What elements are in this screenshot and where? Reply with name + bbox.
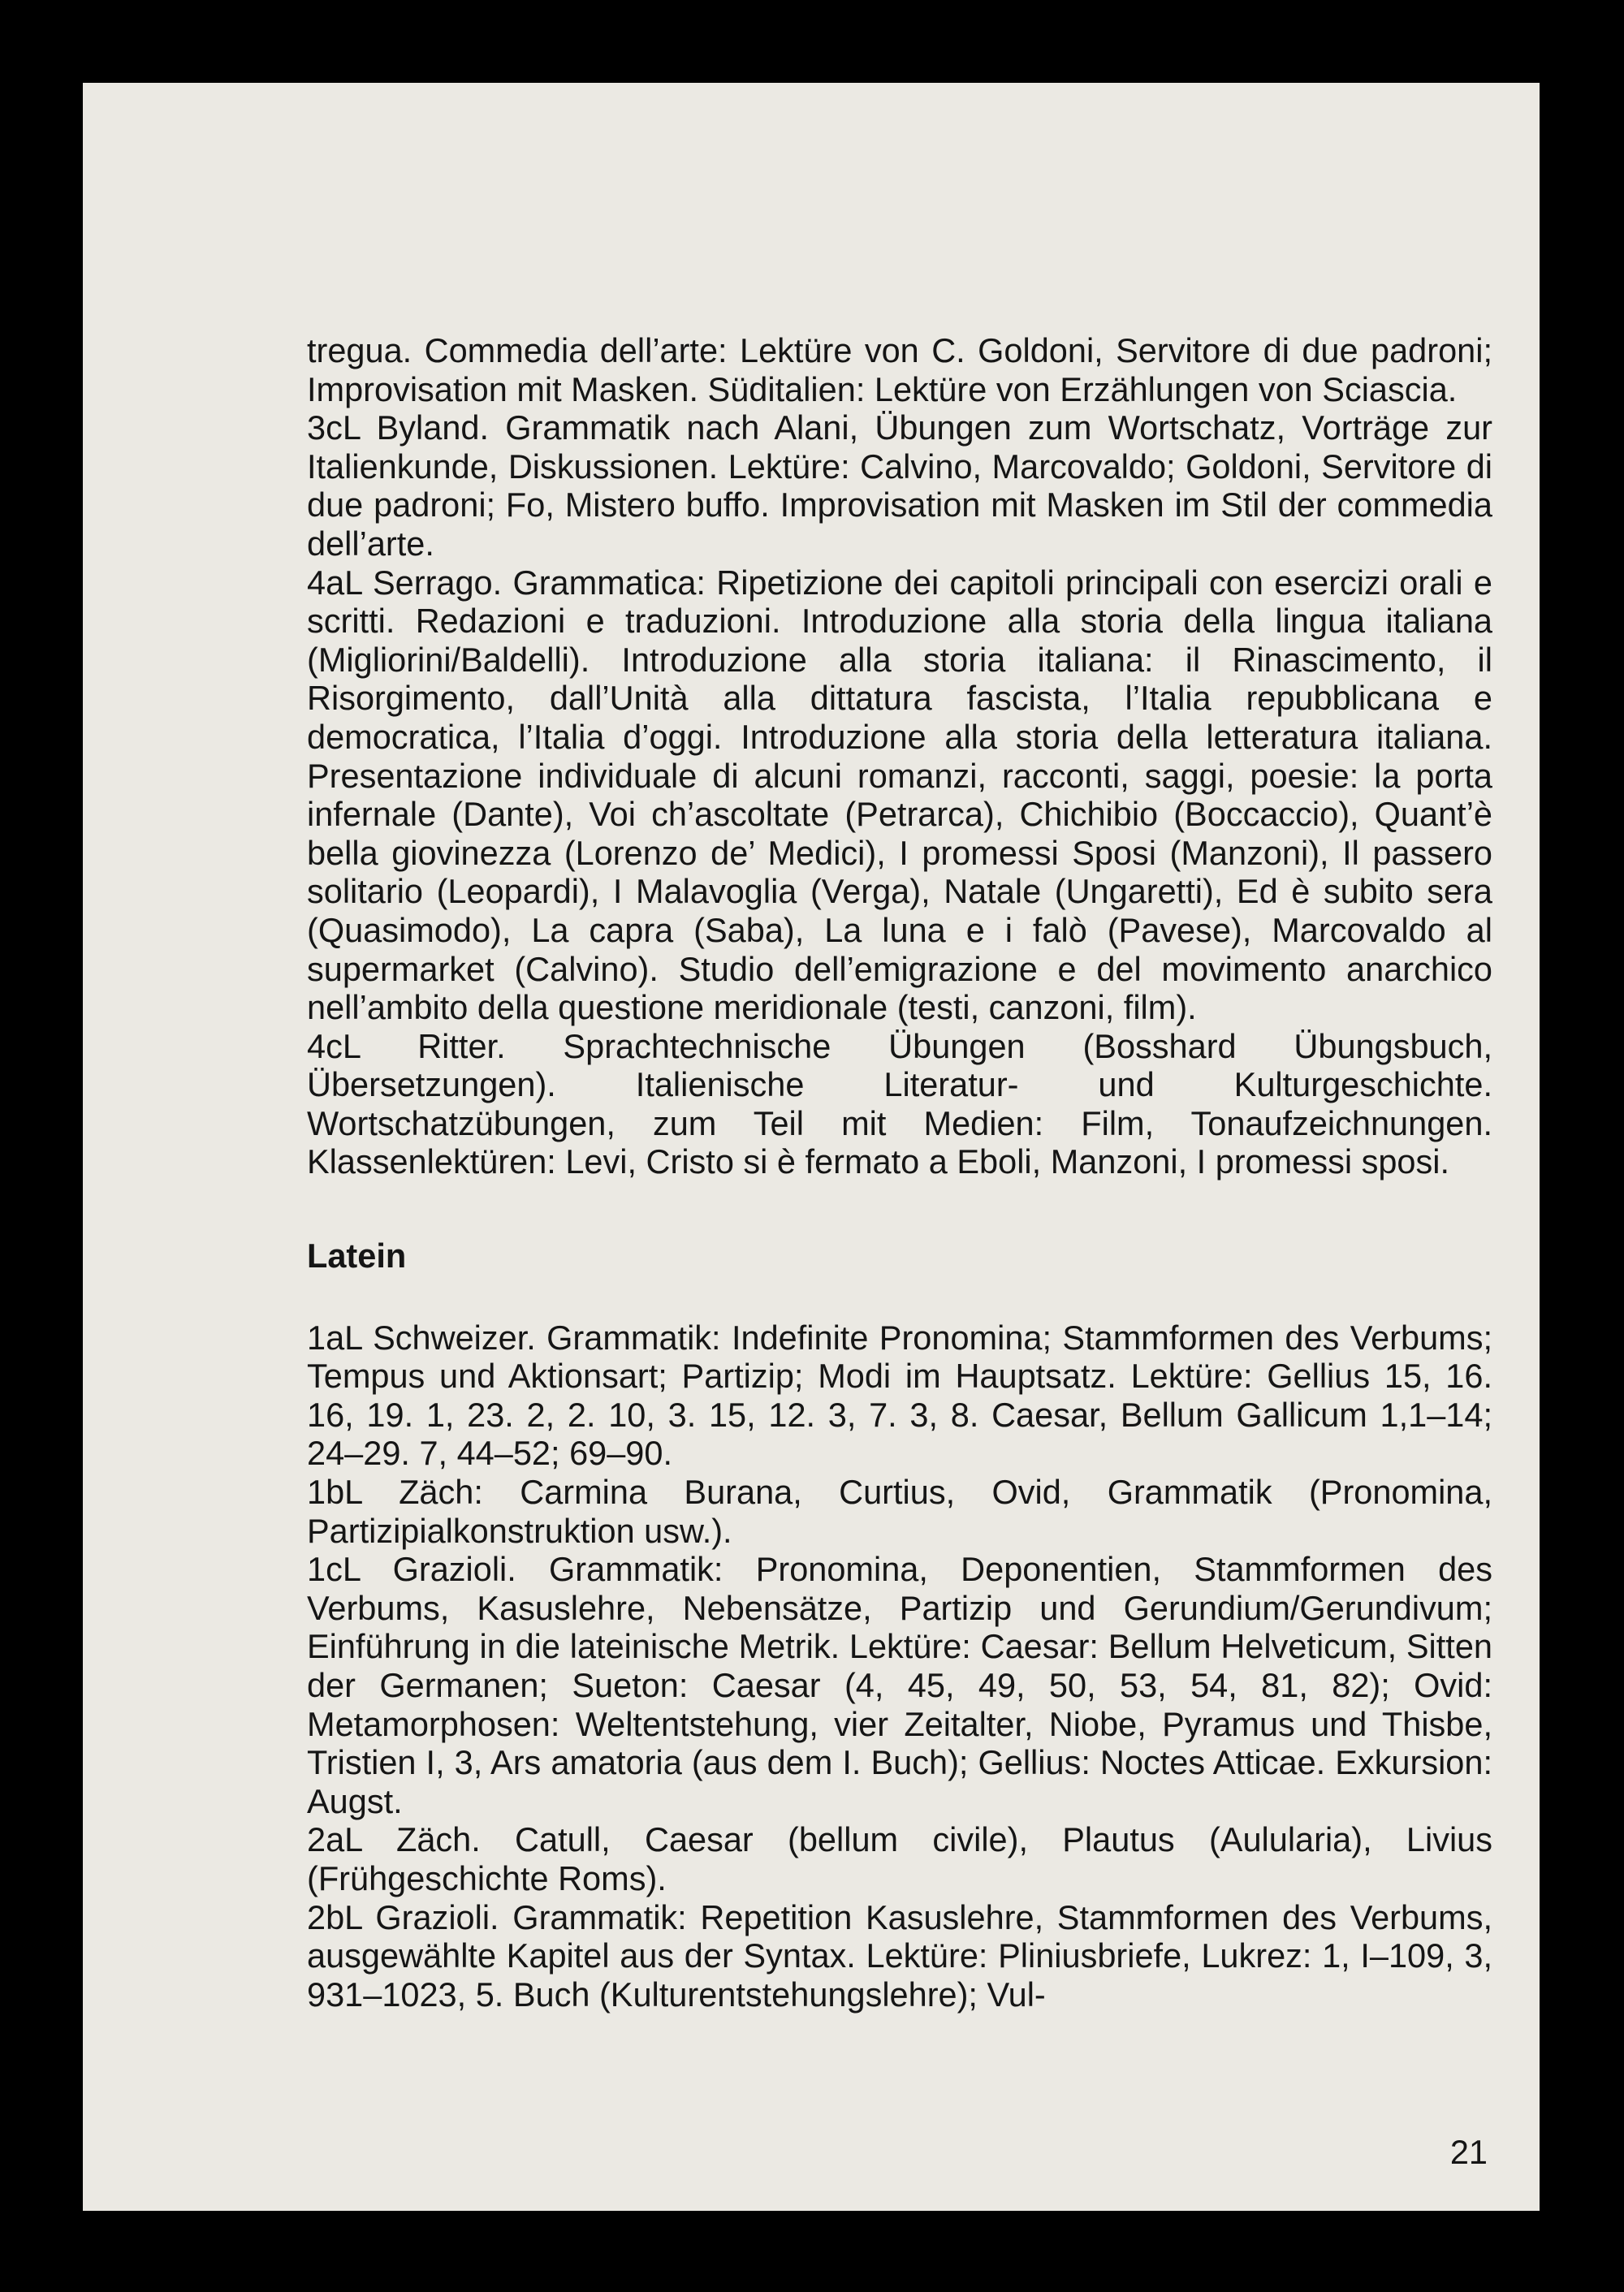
paragraph-1al-schweizer: 1aL Schweizer. Grammatik: Indefinite Pronomina; Stammformen des Verbums; Tempus und Aktionsart; Partizip; Modi im Hauptsatz. Lektüre: Gellius 15, 16. 16, 19. 1, 23. 2, 2. 10, 3. 15, 12. 3, 7. 3, 8. Caesar, Bellum Gallicum 1,1–14; 24–29. 7, 44–52; 69–90. xyxy=(307,1318,1492,1473)
paragraph-1bl-zaech: 1bL Zäch: Carmina Burana, Curtius, Ovid, Grammatik (Pronomina, Partizipialkonstruktion usw.). xyxy=(307,1473,1492,1550)
page-text xyxy=(307,331,1492,2014)
paragraph-tregua: tregua. Commedia dell’arte: Lektüre von C. Goldoni, Servitore di due padroni; Improvisation mit Masken. Süditalien: Lektüre von Erzählungen von Sciascia. xyxy=(307,331,1492,408)
paragraph-1cl-grazioli: 1cL Grazioli. Grammatik: Pronomina, Deponentien, Stammformen des Verbums, Kasuslehre, Nebensätze, Partizip und Gerundium/Gerundivum; Einführung in die lateinische Metrik. Lektüre: Caesar: Bellum Helveticum, Sitten der Germanen; Sueton: Caesar (4, 45, 49, 50, 53, 54, 81, 82); Ovid: Metamorphosen: Weltentstehung, vier Zeitalter, Niobe, Pyramus und Thisbe, Tristien I, 3, Ars amatoria (aus dem I. Buch); Gellius: Noctes Atticae. Exkursion: Augst. xyxy=(307,1550,1492,1820)
paragraph-2bl-grazioli: 2bL Grazioli. Grammatik: Repetition Kasuslehre, Stammformen des Verbums, ausgewählte Kapitel aus der Syntax. Lektüre: Pliniusbriefe, Lukrez: 1, I–109, 3, 931–1023, 5. Buch (Kulturentstehungslehre); Vul- xyxy=(307,1897,1492,2014)
paragraph-4cl-ritter: 4cL Ritter. Sprachtechnische Übungen (Bosshard Übungsbuch, Übersetzungen). Italienische Literatur- und Kulturgeschichte. Wortschatzübungen, zum Teil mit Medien: Film, Tonaufzeichnungen. Klassenlektüren: Levi, Cristo si è fermato a Eboli, Manzoni, I promessi sposi. xyxy=(307,1026,1492,1181)
paragraph-3cl-byland: 3cL Byland. Grammatik nach Alani, Übungen zum Wortschatz, Vorträge zur Italienkunde, Diskussionen. Lektüre: Calvino, Marcovaldo; Goldoni, Servitore di due padroni; Fo, Mistero buffo. Improvisation mit Masken im Stil der commedia dell’arte. xyxy=(307,408,1492,563)
section-heading-latein: Latein xyxy=(307,1237,407,1275)
paragraph-4al-serrago: 4aL Serrago. Grammatica: Ripetizione dei capitoli principali con esercizi orali e scritti. Redazioni e traduzioni. Introduzione alla storia della lingua italiana (Migliorini/Baldelli). Introduzione alla storia italiana: il Rinascimento, il Risorgimento, dall’Unità alla dittatura fascista, l’Italia repubblicana e democratica, l’Italia d’oggi. Introduzione alla storia della letteratura italiana. Presentazione individuale di alcuni romanzi, racconti, saggi, poesie: la porta infernale (Dante), Voi ch’ascoltate (Petrarca), Chichibio (Boccaccio), Quant’è bella giovinezza (Lorenzo de’ Medici), I promessi Sposi (Manzoni), Il passero solitario (Leopardi), I Malavoglia (Verga), Natale (Ungaretti), Ed è subito sera (Quasimodo), La capra (Saba), La luna e i falò (Pavese), Marcovaldo al supermarket (Calvino). Studio dell’emigrazione e del movimento anarchico nell’ambito della questione meridionale (testi, canzoni, film). xyxy=(307,563,1492,1027)
document-page xyxy=(83,83,1540,2211)
page-number: 21 xyxy=(1449,2133,1488,2171)
paragraph-2al-zaech: 2aL Zäch. Catull, Caesar (bellum civile), Plautus (Aulularia), Livius (Frühgeschichte Roms). xyxy=(307,1820,1492,1897)
